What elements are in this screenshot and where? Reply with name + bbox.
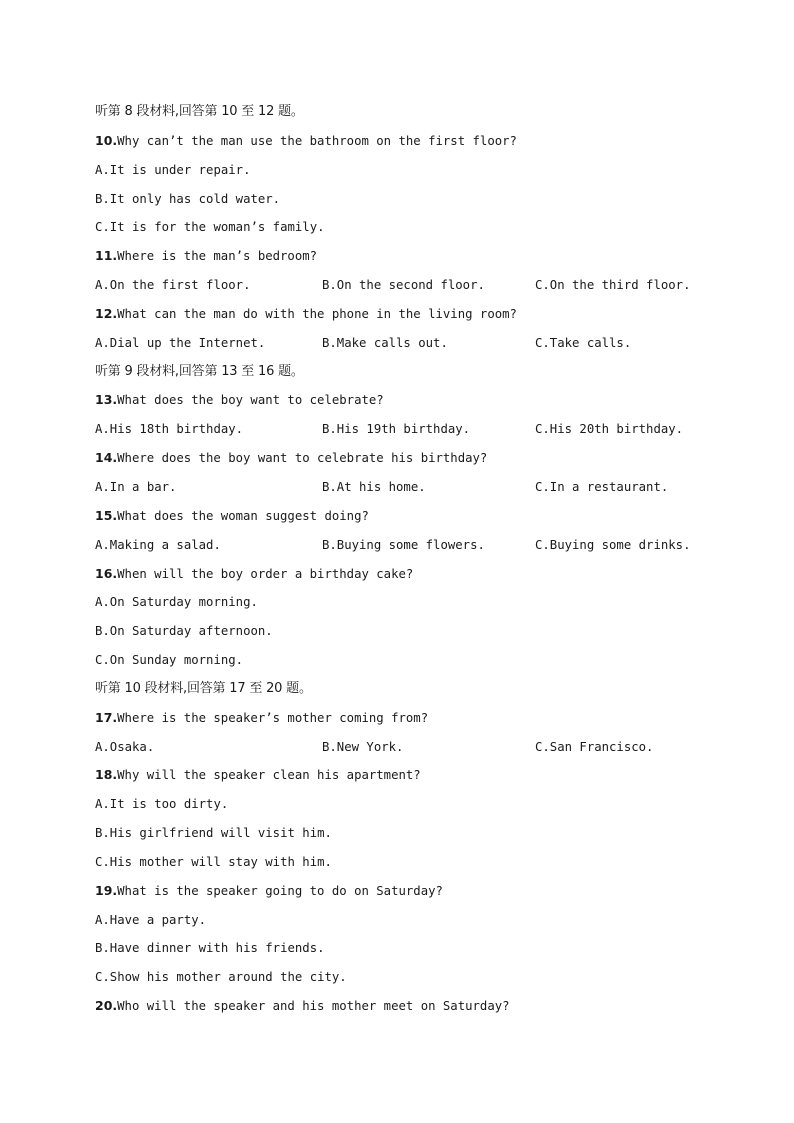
question-text: Where does the boy want to celebrate his birthday? <box>117 451 488 466</box>
question-18 <box>95 765 735 794</box>
section-heading: 听第 8 段材料,回答第 10 至 12 题。 <box>95 104 304 119</box>
answer-option: B.On the second floor. <box>322 278 485 293</box>
answer-option: A.On Saturday morning. <box>95 595 258 610</box>
question-11 <box>95 246 735 275</box>
answer-option: C.Show his mother around the city. <box>95 970 347 985</box>
question-number: 11. <box>95 248 118 264</box>
question-14 <box>95 448 735 477</box>
question-20 <box>95 996 735 1025</box>
question-text: Why can’t the man use the bathroom on the first floor? <box>117 133 517 148</box>
question-15 <box>95 506 735 535</box>
question-number: 14. <box>95 450 118 466</box>
question-text: What can the man do with the phone in the living room? <box>117 306 517 321</box>
answer-option: C.It is for the woman’s family. <box>95 220 325 235</box>
question-10 <box>95 131 735 160</box>
answer-option: A.Making a salad. <box>95 537 221 552</box>
answer-option: A.It is too dirty. <box>95 797 229 812</box>
question-text: Why will the speaker clean his apartment? <box>117 768 421 783</box>
answer-option: A.On the first floor. <box>95 278 251 293</box>
answer-option: C.Buying some drinks. <box>535 537 691 552</box>
question-13 <box>95 390 735 419</box>
answer-option: C.San Francisco. <box>535 739 654 754</box>
question-text: What does the boy want to celebrate? <box>117 393 384 408</box>
question-number: 20. <box>95 998 118 1014</box>
answer-option: C.Take calls. <box>535 335 632 350</box>
exam-page <box>95 102 735 1025</box>
answer-option: C.His 20th birthday. <box>535 422 684 437</box>
answer-option: A.Dial up the Internet. <box>95 335 266 350</box>
answer-option: A.His 18th birthday. <box>95 422 244 437</box>
question-text: What does the woman suggest doing? <box>117 508 369 523</box>
answer-option: B.Make calls out. <box>322 335 448 350</box>
answer-option: A.Have a party. <box>95 912 207 927</box>
question-number: 17. <box>95 709 118 725</box>
answer-option: C.His mother will stay with him. <box>95 854 332 869</box>
answer-option: B.His girlfriend will visit him. <box>95 826 332 841</box>
question-number: 10. <box>95 132 118 148</box>
answer-option: B.On Saturday afternoon. <box>95 624 273 639</box>
section-heading: 听第 9 段材料,回答第 13 至 16 题。 <box>95 363 304 379</box>
question-text: Where is the speaker’s mother coming from? <box>117 710 429 725</box>
answer-option: B.At his home. <box>322 479 426 494</box>
answer-options-row <box>95 419 735 448</box>
answer-option: A.It is under repair. <box>95 162 251 177</box>
question-17 <box>95 708 735 737</box>
question-12 <box>95 304 735 333</box>
question-text: Where is the man’s bedroom? <box>117 249 318 264</box>
answer-option: B.His 19th birthday. <box>322 422 471 437</box>
question-number: 16. <box>95 565 118 581</box>
answer-option: B.Buying some flowers. <box>322 537 485 552</box>
question-16 <box>95 564 735 593</box>
answer-option: B.New York. <box>322 739 404 754</box>
answer-option: C.On Sunday morning. <box>95 653 244 668</box>
answer-options-row <box>95 333 735 362</box>
answer-options-row <box>95 535 735 564</box>
answer-option: C.On the third floor. <box>535 278 691 293</box>
question-19 <box>95 881 735 910</box>
answer-option: B.Have dinner with his friends. <box>95 941 325 956</box>
question-number: 15. <box>95 507 118 523</box>
answer-option: A.In a bar. <box>95 479 177 494</box>
question-text: What is the speaker going to do on Saturday? <box>117 883 443 898</box>
question-number: 19. <box>95 882 118 898</box>
question-number: 18. <box>95 767 118 783</box>
question-number: 13. <box>95 392 118 408</box>
answer-options-row <box>95 275 735 304</box>
question-text: When will the boy order a birthday cake? <box>117 566 414 581</box>
answer-options-row <box>95 477 735 506</box>
question-number: 12. <box>95 305 118 321</box>
answer-option: A.Osaka. <box>95 739 155 754</box>
section-heading: 听第 10 段材料,回答第 17 至 20 题。 <box>95 680 312 696</box>
answer-option: C.In a restaurant. <box>535 479 669 494</box>
answer-option: B.It only has cold water. <box>95 191 281 206</box>
answer-options-row <box>95 737 735 766</box>
question-text: Who will the speaker and his mother meet on Saturday? <box>117 999 510 1014</box>
